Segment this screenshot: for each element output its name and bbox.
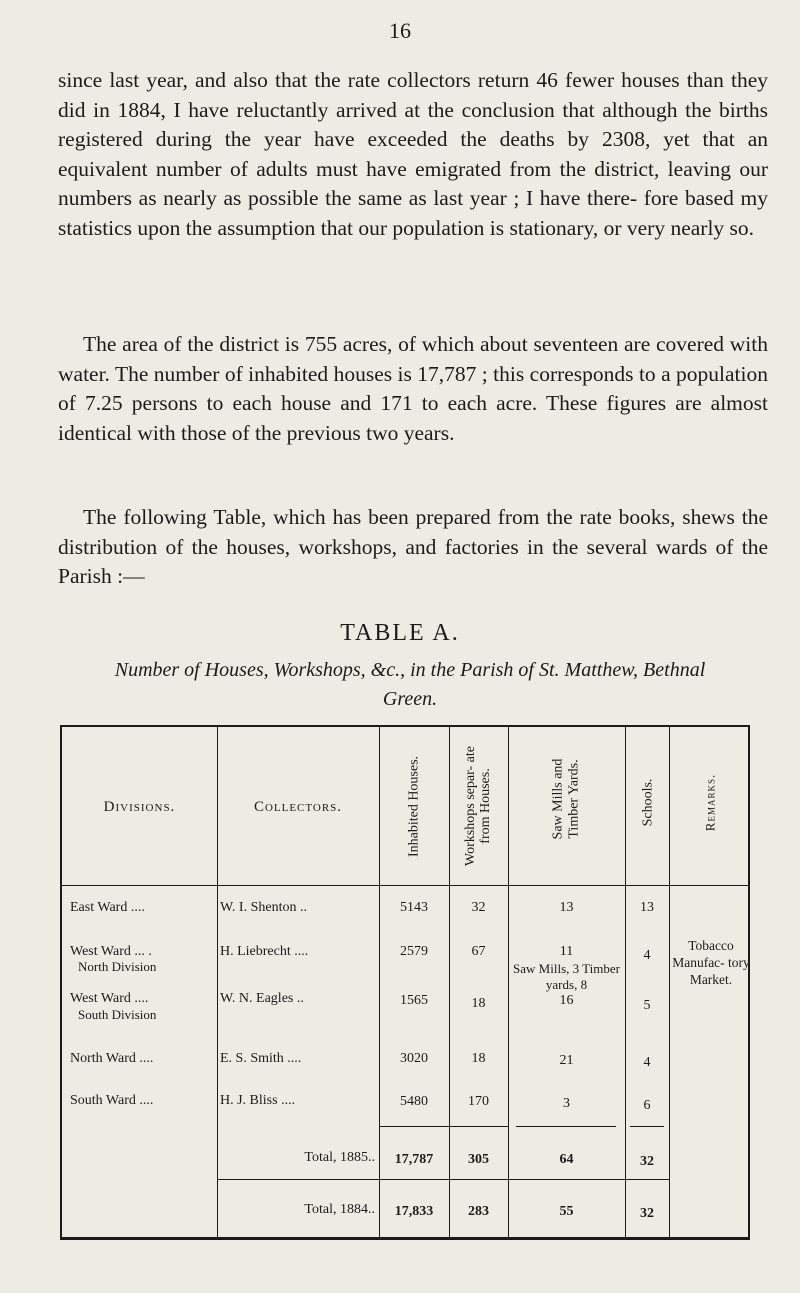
total-rule xyxy=(630,1126,664,1127)
row-division-sub: South Division xyxy=(78,1007,157,1022)
total-inhabited: 17,787 xyxy=(394,1152,434,1167)
row-inhabited: 2579 xyxy=(400,944,428,959)
row-inhabited: 3020 xyxy=(400,1051,428,1066)
header-inhabited-houses: Inhabited Houses. xyxy=(406,755,422,858)
header-collectors: Collectors. xyxy=(253,799,343,815)
row-division-sub: North Division xyxy=(78,959,157,974)
row-division: West Ward .... xyxy=(70,991,149,1006)
total-schools: 32 xyxy=(640,1206,654,1221)
paragraph-2: The area of the district is 755 acres, of which about seventeen are covered with water. The number of inhabited houses is 17,787 ; this corresponds to a population of 7.25 persons to each house and 171 to each acre. These figures are almost identical with those of the previous two years. xyxy=(58,332,768,445)
row-sawmills: 11 xyxy=(559,944,574,959)
total-rule xyxy=(379,1126,449,1127)
row-schools: 6 xyxy=(643,1098,651,1113)
row-division: East Ward .... xyxy=(70,900,145,915)
header-workshops: Workshops separ- ate from Houses. xyxy=(463,746,493,866)
row-division: West Ward ... . xyxy=(70,944,152,959)
total-label: Total, 1884.. xyxy=(304,1202,375,1217)
row-sawmills: 13 xyxy=(559,900,574,915)
paragraph-3: The following Table, which has been prepared from the rate books, shews the distribution of the houses, workshops, and factories in the several wards of the Parish :— xyxy=(58,505,768,588)
row-inhabited: 5480 xyxy=(400,1094,428,1109)
total-rule xyxy=(217,1179,669,1180)
total-workshops: 283 xyxy=(468,1204,489,1219)
header-saw-mills: Saw Mills and Timber Yards. xyxy=(550,758,582,840)
total-workshops: 305 xyxy=(468,1152,489,1167)
row-workshops: 170 xyxy=(468,1094,489,1109)
row-collector: W. I. Shenton .. xyxy=(220,900,307,915)
row-inhabited: 5143 xyxy=(400,900,428,915)
row-schools: 4 xyxy=(643,1055,651,1070)
total-rule xyxy=(516,1126,616,1127)
row-division: South Ward .... xyxy=(70,1093,154,1108)
row-schools: 13 xyxy=(640,900,654,915)
row-collector: E. S. Smith .... xyxy=(220,1051,302,1066)
remarks-text: Tobacco Manufac- tory Market. xyxy=(672,938,750,987)
total-rule xyxy=(449,1126,508,1127)
total-sawmills: 64 xyxy=(559,1152,574,1167)
header-schools: Schools. xyxy=(640,778,656,827)
column-rule xyxy=(669,727,670,1237)
row-collector: H. Liebrecht .... xyxy=(220,944,309,959)
total-schools: 32 xyxy=(640,1154,654,1169)
row-schools: 5 xyxy=(643,998,651,1013)
row-schools: 4 xyxy=(643,948,651,963)
row-workshops: 18 xyxy=(471,996,486,1011)
header-remarks: Remarks. xyxy=(702,773,718,832)
page-number: 16 xyxy=(389,18,411,43)
table-caption: Number of Houses, Workshops, &c., in the Parish of St. Matthew, Bethnal Green. xyxy=(114,659,706,710)
row-workshops: 32 xyxy=(471,900,486,915)
row-collector: W. N. Eagles .. xyxy=(220,991,304,1006)
row-sawmills: 16 xyxy=(559,993,574,1008)
row-sawmills: 21 xyxy=(559,1053,574,1068)
total-sawmills: 55 xyxy=(559,1204,574,1219)
table-title: TABLE A. xyxy=(340,620,460,646)
paragraph-1: since last year, and also that the rate collectors return 46 fewer houses than they did in 1884, I have reluctantly arrived at the conclusion that although the births registered during the year have exceeded the deaths by 2308, yet that an equivalent number of adults must have emigrated from the district, leaving our numbers as nearly as possible the same as last year ; I have there- fore based my statistics upon the assumption that our population is stationary, or very nearly so. xyxy=(58,68,768,240)
row-workshops: 18 xyxy=(471,1051,486,1066)
total-inhabited: 17,833 xyxy=(394,1204,434,1219)
row-collector: H. J. Bliss .... xyxy=(220,1093,296,1108)
row-division: North Ward .... xyxy=(70,1051,154,1066)
row-sawmills: 3 xyxy=(563,1096,570,1111)
row-sawmills-note: Saw Mills, 3 Timber yards, 8 xyxy=(513,961,620,992)
row-workshops: 67 xyxy=(471,944,486,959)
total-label: Total, 1885.. xyxy=(304,1150,375,1165)
row-inhabited: 1565 xyxy=(400,993,428,1008)
header-divisions: Divisions. xyxy=(103,799,176,815)
header-rule xyxy=(62,885,748,886)
houses-table xyxy=(60,725,750,1240)
